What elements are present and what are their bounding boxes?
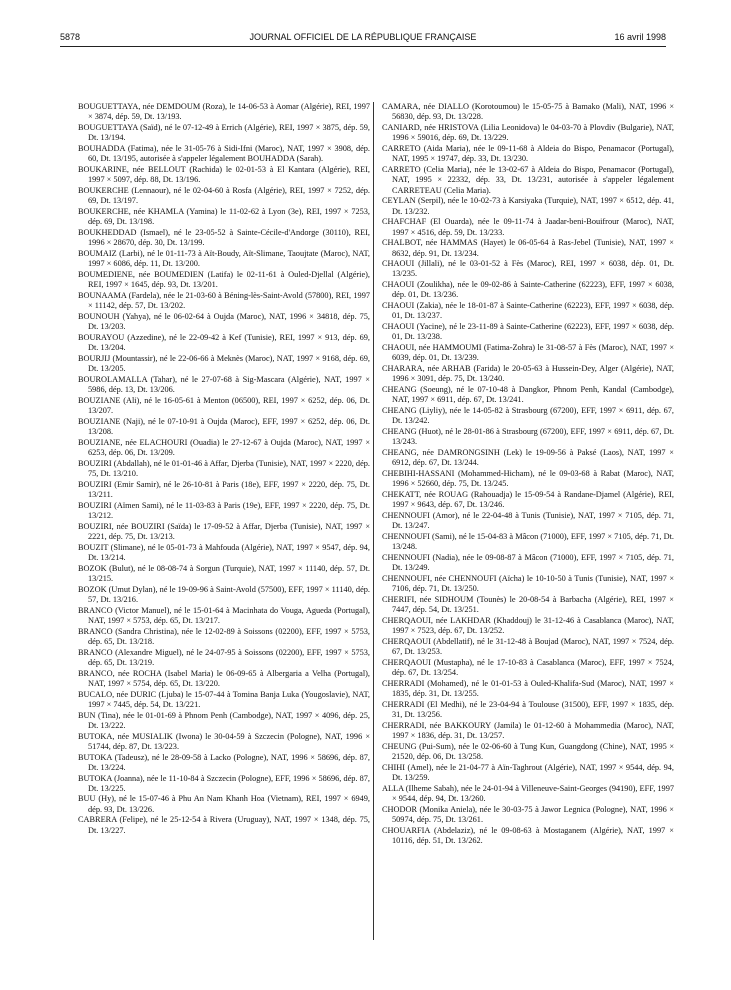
registry-entry: BOUROLAMALLA (Tahar), né le 27-07-68 à Sig-Mascara (Algérie), NAT, 1997 × 5986, dép. 13, Dt. 13/206. [78,374,370,395]
registry-entry: CHAOUI (Zoulikha), née le 09-02-86 à Sainte-Catherine (62223), EFF, 1997 × 6038, dép. 01, Dt. 13/236. [382,280,674,300]
registry-entry: CHENNOUFI (Nadia), née le 09-08-87 à Mâcon (71000), EFF, 1997 × 7105, dép. 71, Dt. 13/249. [382,552,674,573]
registry-entry: CHERQAOUI (Abdellatif), né le 31-12-48 à Boujad (Maroc), NAT, 1997 × 7524, dép. 67, Dt. 13/253. [382,636,674,657]
registry-entry: CEYLAN (Serpil), née le 10-02-73 à Karsiyaka (Turquie), NAT, 1997 × 6512, dép. 41, Dt. 13/232. [382,196,674,216]
registry-entry: BOURAYOU (Azzedine), né le 22-09-42 à Kef (Tunisie), REI, 1997 × 913, dép. 69, Dt. 13/204. [78,332,370,353]
registry-entry: BOUHADDA (Fatima), née le 31-05-76 à Sidi-Ifni (Maroc), NAT, 1997 × 3908, dép. 60, Dt. 13/195, autorisée à s'appeler légalement BOUHADDA (Sarah). [78,143,370,164]
registry-entry: BOUKHEDDAD (Ismael), né le 23-05-52 à Sainte-Cécile-d'Andorge (30110), REI, 1996 × 28670, dép. 30, Dt. 13/199. [78,227,370,248]
registry-entry: CHENNOUFI (Sami), né le 15-04-83 à Mâcon (71000), EFF, 1997 × 7105, dép. 71, Dt. 13/248. [382,531,674,552]
registry-entry: CHAOUI (Zakia), née le 18-01-87 à Sainte-Catherine (62223), EFF, 1997 × 6038, dép. 01, Dt. 13/237. [382,301,674,321]
registry-entry: BOUZIRI (Abdallah), né le 01-01-46 à Affar, Djerba (Tunisie), NAT, 1997 × 2220, dép. 75, Dt. 13/210. [78,458,370,479]
registry-entry: CHAOUI, née HAMMOUMI (Fatima-Zohra) le 31-08-57 à Fès (Maroc), NAT, 1997 × 6039, dép. 01, Dt. 13/239. [382,343,674,363]
registry-entry: BOUKARINE, née BELLOUT (Rachida) le 02-01-53 à El Kantara (Algérie), REI, 1997 × 5097, dép. 88, Dt. 13/196. [78,164,370,185]
registry-entry: CHOUARFIA (Abdelaziz), né le 09-08-63 à Mostaganem (Algérie), NAT, 1997 × 10116, dép. 51, Dt. 13/262. [382,825,674,846]
registry-entry: BOUZIT (Slimane), né le 05-01-73 à Mahfouda (Algérie), NAT, 1997 × 9547, dép. 94, Dt. 13/214. [78,542,370,562]
registry-entry: BRANCO (Victor Manuel), né le 15-01-64 à Macinhata do Vouga, Agueda (Portugal), NAT, 1997 × 5753, dép. 65, Dt. 13/217. [78,605,370,625]
registry-entry: BUTOKA, née MUSIALIK (Iwona) le 30-04-59 à Szczecin (Pologne), NAT, 1996 × 51744, dép. 87, Dt. 13/223. [78,731,370,751]
registry-entry: BOUZIANE (Naji), né le 07-10-91 à Oujda (Maroc), EFF, 1997 × 6252, dép. 06, Dt. 13/208. [78,416,370,437]
registry-entry: BRANCO (Sandra Christina), née le 12-02-89 à Soissons (02200), EFF, 1997 × 5753, dép. 65, Dt. 13/218. [78,626,370,646]
registry-entry: BOZOK (Umut Dylan), né le 19-09-96 à Saint-Avold (57500), EFF, 1997 × 11140, dép. 57, Dt. 13/216. [78,584,370,604]
registry-entry: BOUZIRI (Aïmen Sami), né le 11-03-83 à Paris (19e), EFF, 1997 × 2220, dép. 75, Dt. 13/212. [78,500,370,520]
registry-entry: ALLA (Ilheme Sabah), née le 24-01-94 à Villeneuve-Saint-Georges (94190), EFF, 1997 × 9544, dép. 94, Dt. 13/260. [382,783,674,804]
registry-entry: CHAOUI (Jillali), né le 03-01-52 à Fès (Maroc), REI, 1997 × 6038, dép. 01, Dt. 13/235. [382,259,674,279]
registry-entry: BOUZIRI (Emir Samir), né le 26-10-81 à Paris (18e), EFF, 1997 × 2220, dép. 75, Dt. 13/211. [78,479,370,500]
registry-entry: CHIHI (Amel), née le 21-04-77 à Aïn-Taghrout (Algérie), NAT, 1997 × 9544, dép. 94, Dt. 13/259. [382,762,674,783]
registry-entry: BOUNAAMA (Fardela), née le 21-03-60 à Béning-lès-Saint-Avold (57800), REI, 1997 × 11142, dép. 57, Dt. 13/202. [78,290,370,311]
registry-entry: BOUKERCHE, née KHAMLA (Yamina) le 11-02-62 à Lyon (3e), REI, 1997 × 7253, dép. 69, Dt. 13/198. [78,206,370,227]
registry-entry: CHAFCHAF (El Ouarda), née le 09-11-74 à Jaadar-beni-Bouifrour (Maroc), NAT, 1997 × 4516, dép. 59, Dt. 13/233. [382,217,674,237]
registry-entry: CHEUNG (Pui-Sum), née le 02-06-60 à Tung Kun, Guangdong (Chine), NAT, 1995 × 21520, dép. 06, Dt. 13/258. [382,741,674,762]
registry-entry: CHERRADI (El Medhi), né le 23-04-94 à Toulouse (31500), EFF, 1997 × 1835, dép. 31, Dt. 13/256. [382,699,674,720]
registry-entry: BOUKERCHE (Lennaour), né le 02-04-60 à Rosfa (Algérie), REI, 1997 × 7252, dép. 69, Dt. 13/197. [78,185,370,206]
page-number: 5878 [60,32,81,42]
registry-entry: BOUZIANE (Ali), né le 16-05-61 à Menton (06500), REI, 1997 × 6252, dép. 06, Dt. 13/207. [78,395,370,416]
registry-entry: CHEANG (Huot), né le 28-01-86 à Strasbourg (67200), EFF, 1997 × 6911, dép. 67, Dt. 13/243. [382,427,674,447]
right-column [382,102,674,847]
registry-entry: CARRETO (Celia Maria), née le 13-02-67 à Aldeia do Bispo, Penamacor (Portugal), NAT, 1995 × 22332, dép. 33, Dt. 13/231, autorisée à s'appeler légalement CARRETEAU (Celia Maria). [382,164,674,195]
registry-entry: BRANCO (Alexandre Miguel), né le 24-07-95 à Soissons (02200), EFF, 1997 × 5753, dép. 65, Dt. 13/219. [78,647,370,667]
registry-entry: BOURJIJ (Mountassir), né le 22-06-66 à Meknès (Maroc), NAT, 1997 × 9168, dép. 69, Dt. 13/205. [78,353,370,374]
registry-entry: BOUMAIZ (Larbi), né le 01-11-73 à Aït-Boudy, Aït-Slimane, Taoujtate (Maroc), NAT, 1997 × 6086, dép. 11, Dt. 13/200. [78,248,370,269]
registry-entry: CHERRADI, née BAKKOURY (Jamila) le 01-12-60 à Mohammedia (Maroc), NAT, 1997 × 1836, dép. 31, Dt. 13/257. [382,720,674,741]
registry-entry: CHEANG (Soeung), né le 07-10-48 à Dangkor, Phnom Penh, Kandal (Cambodge), NAT, 1997 × 6911, dép. 67, Dt. 13/241. [382,385,674,405]
registry-entry: BUCALO, née DURIC (Ljuba) le 15-07-44 à Tomina Banja Luka (Yougoslavie), NAT, 1997 × 7445, dép. 54, Dt. 13/221. [78,689,370,709]
registry-entry: CHENNOUFI (Amor), né le 22-04-48 à Tunis (Tunisie), NAT, 1997 × 7105, dép. 71, Dt. 13/247. [382,511,674,531]
registry-entry: CHERQAOUI (Mustapha), né le 17-10-83 à Casablanca (Maroc), EFF, 1997 × 7524, dép. 67, Dt. 13/254. [382,657,674,678]
registry-entry: BOUNOUH (Yahya), né le 06-02-64 à Oujda (Maroc), NAT, 1996 × 34818, dép. 75, Dt. 13/203. [78,311,370,332]
registry-entry: BOUGUETTAYA (Saïd), né le 07-12-49 à Errich (Algérie), REI, 1997 × 3875, dép. 59, Dt. 13/194. [78,122,370,143]
left-column [78,102,370,836]
column-divider [373,102,374,940]
registry-entry: BOUGUETTAYA, née DEMDOUM (Roza), le 14-06-53 à Aomar (Algérie), REI, 1997 × 3874, dép. 59, Dt. 13/193. [78,102,370,122]
registry-entry: BUU (Hy), né le 15-07-46 à Phu An Nam Khanh Hoa (Vietnam), REI, 1997 × 6949, dép. 93, Dt. 13/226. [78,794,370,814]
registry-entry: CHEBIHI-HASSANI (Mohammed-Hicham), né le 09-03-68 à Rabat (Maroc), NAT, 1996 × 52660, dép. 75, Dt. 13/245. [382,469,674,489]
registry-entry: CHENNOUFI, née CHENNOUFI (Aïcha) le 10-10-50 à Tunis (Tunisie), NAT, 1997 × 7106, dép. 71, Dt. 13/250. [382,573,674,594]
registry-entry: CANIARD, née HRISTOVA (Lilia Leonidova) le 04-03-70 à Plovdiv (Bulgarie), NAT, 1996 × 59016, dép. 69, Dt. 13/229. [382,122,674,143]
registry-entry: BUN (Tina), née le 01-01-69 à Phnom Penh (Cambodge), NAT, 1997 × 4096, dép. 25, Dt. 13/222. [78,710,370,730]
registry-entry: CHODOR (Monika Aniela), née le 30-03-75 à Jawor Legnica (Pologne), NAT, 1996 × 50974, dép. 75, Dt. 13/261. [382,804,674,825]
registry-entry: CHAOUI (Yacine), né le 23-11-89 à Sainte-Catherine (62223), EFF, 1997 × 6038, dép. 01, Dt. 13/238. [382,322,674,342]
journal-title: JOURNAL OFFICIEL DE LA RÉPUBLIQUE FRANÇAISE [249,32,477,42]
registry-entry: CAMARA, née DIALLO (Korotoumou) le 15-05-75 à Bamako (Mali), NAT, 1996 × 56830, dép. 93, Dt. 13/228. [382,102,674,122]
registry-entry: CHERIFI, née SIDHOUM (Tounès) le 20-08-54 à Barbacha (Algérie), REI, 1997 × 7447, dép. 54, Dt. 13/251. [382,594,674,615]
registry-entry: BOZOK (Bulut), né le 08-08-74 à Sorgun (Turquie), NAT, 1997 × 11140, dép. 57, Dt. 13/215. [78,563,370,583]
registry-entry: CHALBOT, née HAMMAS (Hayet) le 06-05-64 à Ras-Jebel (Tunisie), NAT, 1997 × 8632, dép. 91, Dt. 13/234. [382,238,674,258]
registry-entry: CABRERA (Felipe), né le 25-12-54 à Rivera (Uruguay), NAT, 1997 × 1348, dép. 75, Dt. 13/227. [78,815,370,835]
registry-entry: BUTOKA (Joanna), née le 11-10-84 à Szczecin (Pologne), EFF, 1996 × 58696, dép. 87, Dt. 13/225. [78,773,370,793]
registry-entry: BOUMEDIENE, née BOUMEDIEN (Latifa) le 02-11-61 à Ouled-Djellal (Algérie), REI, 1997 × 1645, dép. 93, Dt. 13/201. [78,269,370,290]
registry-entry: CHERRADI (Mohamed), né le 01-01-53 à Ouled-Khalifa-Sud (Maroc), NAT, 1997 × 1835, dép. 31, Dt. 13/255. [382,678,674,699]
registry-entry: CHARARA, née ARHAB (Farida) le 20-05-63 à Hussein-Dey, Alger (Algérie), NAT, 1996 × 3091, dép. 75, Dt. 13/240. [382,364,674,384]
registry-entry: BOUZIRI, née BOUZIRI (Saïda) le 17-09-52 à Affar, Djerba (Tunisie), NAT, 1997 × 2221, dép. 75, Dt. 13/213. [78,521,370,541]
page-header [60,30,666,47]
registry-entry: BUTOKA (Tadeusz), né le 28-09-58 à Lacko (Pologne), NAT, 1996 × 58696, dép. 87, Dt. 13/224. [78,752,370,772]
publication-date: 16 avril 1998 [614,32,666,42]
registry-entry: CHEANG (Liyliy), née le 14-05-82 à Strasbourg (67200), EFF, 1997 × 6911, dép. 67, Dt. 13/242. [382,406,674,426]
registry-entry: BOUZIANE, née ELACHOURI (Ouadia) le 27-12-67 à Oujda (Maroc), NAT, 1997 × 6253, dép. 06, Dt. 13/209. [78,437,370,458]
registry-entry: CHEKATT, née ROUAG (Rahouadja) le 15-09-54 à Randane-Djamel (Algérie), REI, 1997 × 9643, dép. 67, Dt. 13/246. [382,490,674,510]
registry-entry: BRANCO, née ROCHA (Isabel Maria) le 06-09-65 à Albergaria a Velha (Portugal), NAT, 1997 × 5754, dép. 65, Dt. 13/220. [78,668,370,688]
registry-entry: CHERQAOUI, née LAKHDAR (Khaddouj) le 31-12-46 à Casablanca (Maroc), NAT, 1997 × 7523, dép. 67, Dt. 13/252. [382,615,674,636]
registry-entry: CARRETO (Aida Maria), née le 09-11-68 à Aldeia do Bispo, Penamacor (Portugal), NAT, 1995 × 19747, dép. 33, Dt. 13/230. [382,143,674,164]
registry-entry: CHEANG, née DAMRONGSINH (Lek) le 19-09-56 à Paksé (Laos), NAT, 1997 × 6912, dép. 67, Dt. 13/244. [382,448,674,468]
